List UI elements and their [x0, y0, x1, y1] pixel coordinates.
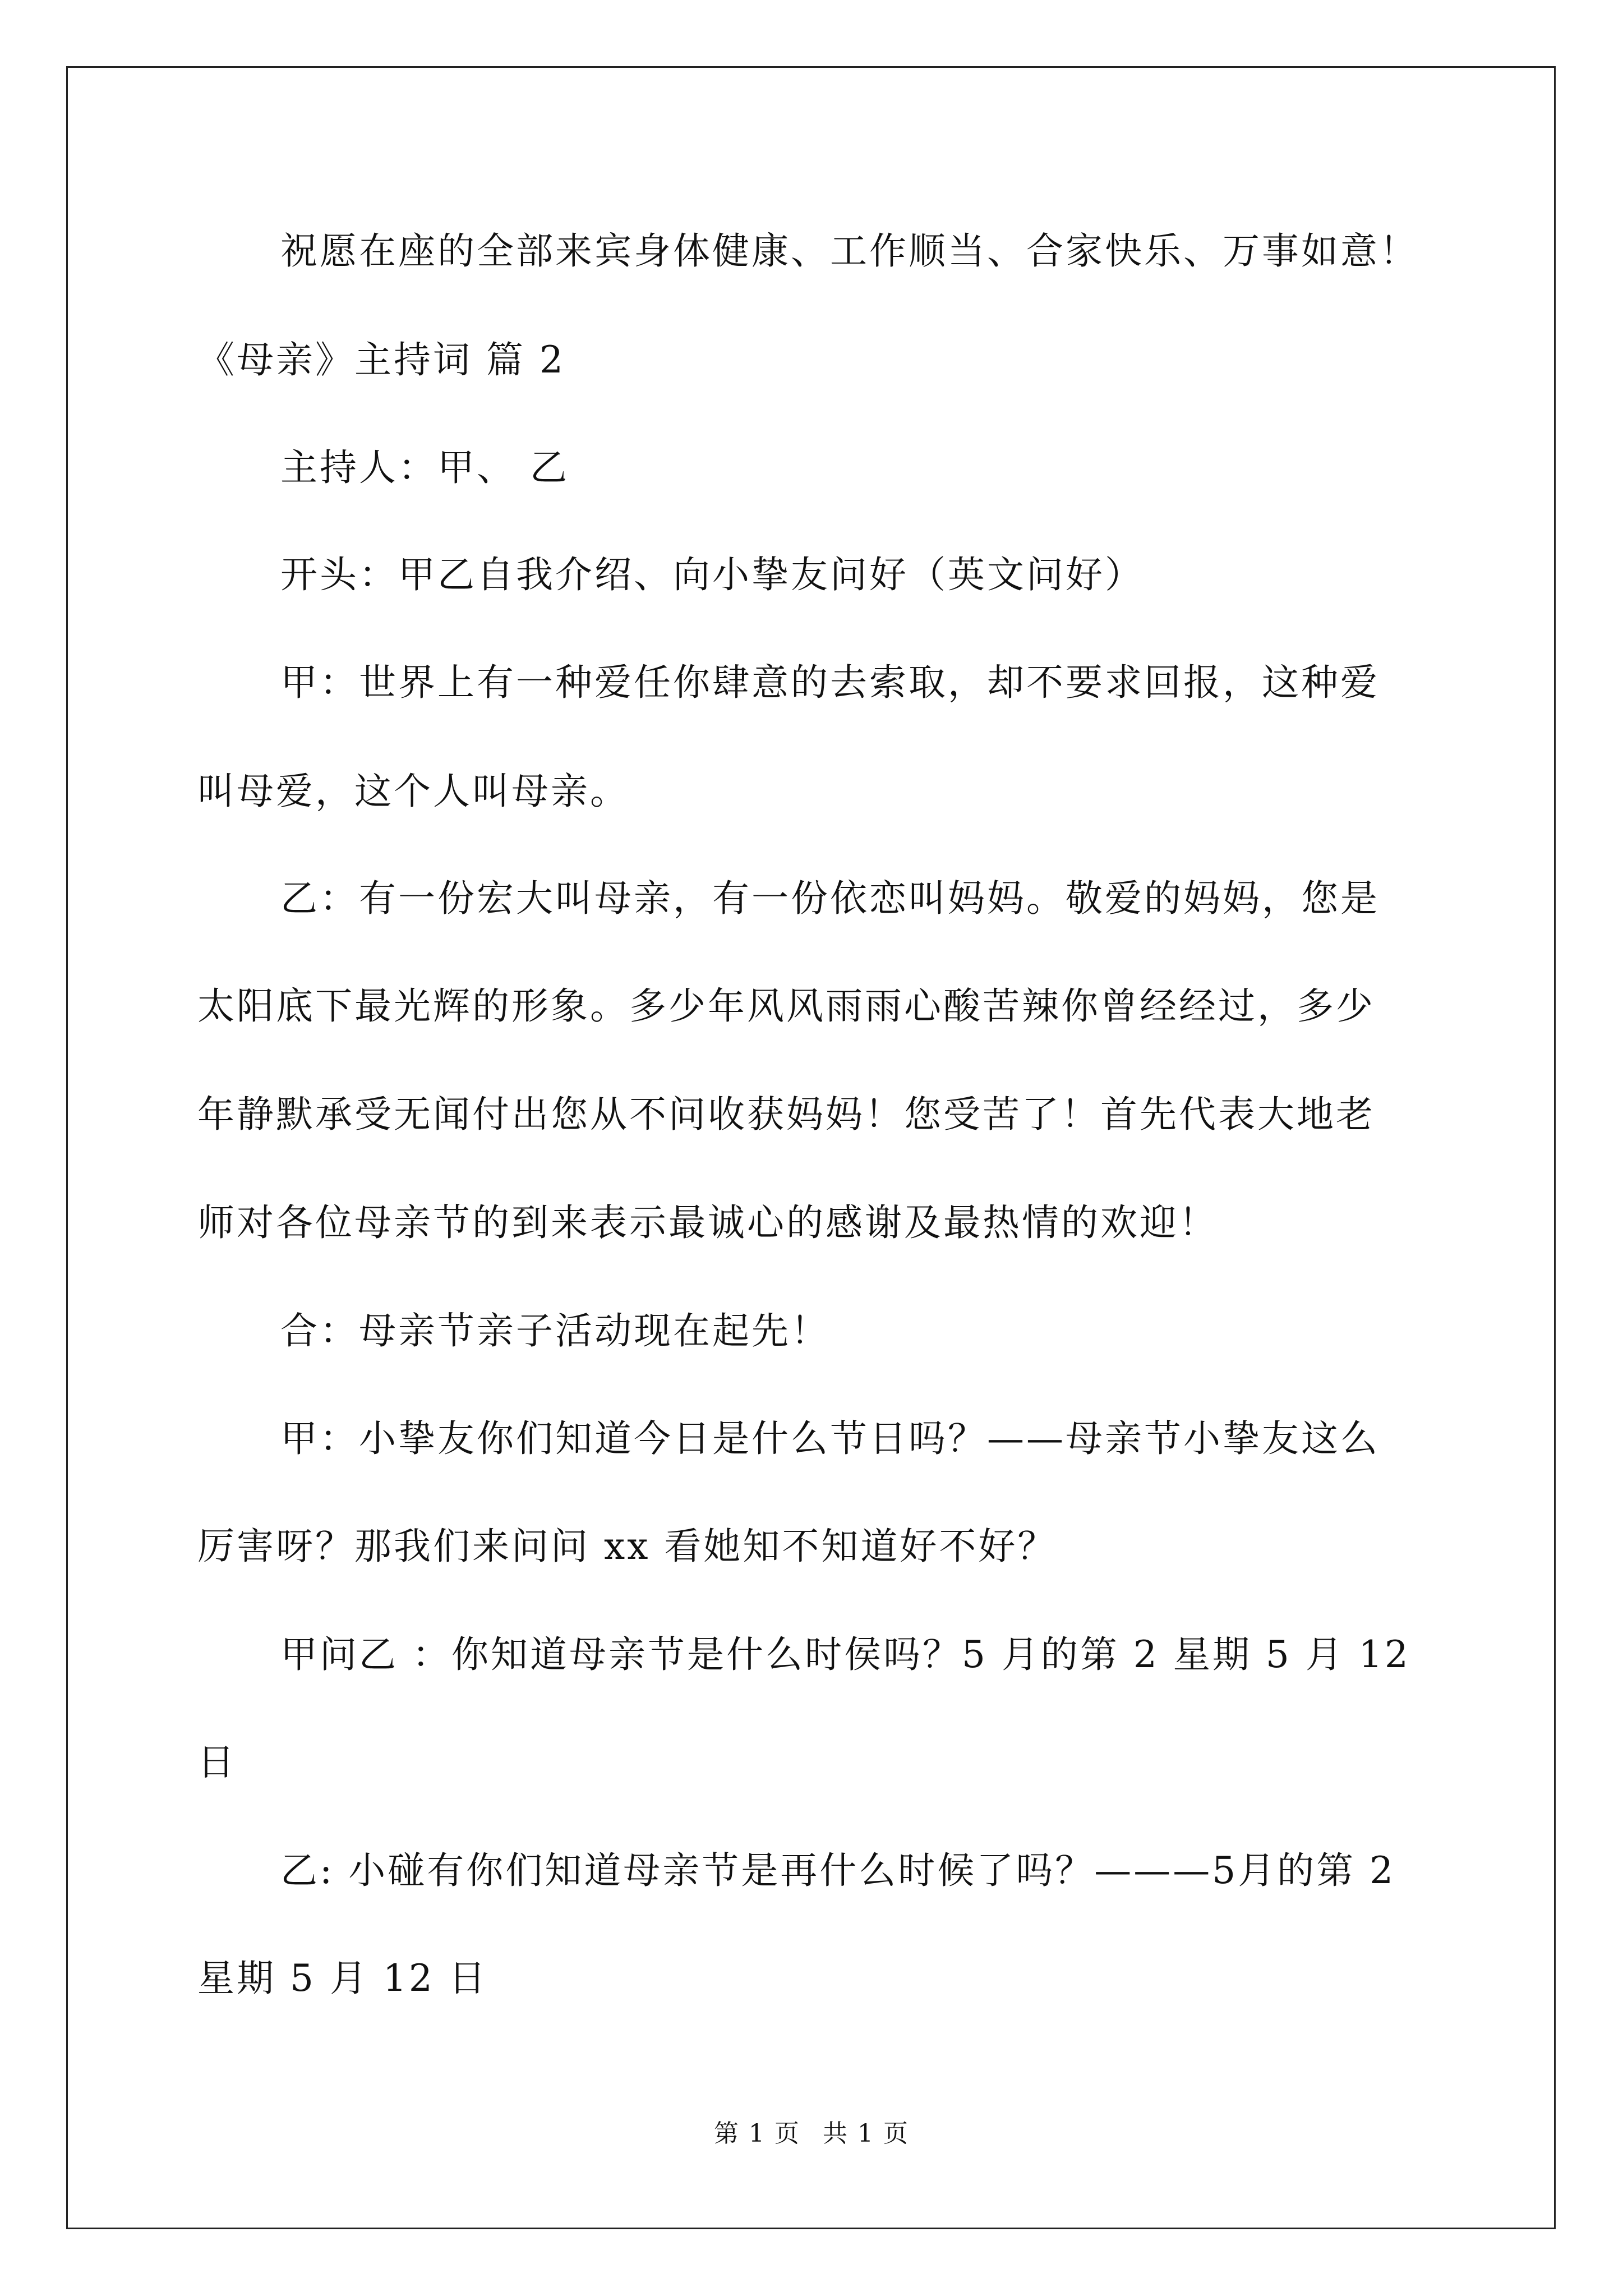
- paragraph-jia-1-line-1: 甲：世界上有一种爱任你肆意的去索取，却不要求回报，这种爱: [280, 661, 1380, 704]
- paragraph-yi-2-line-2: 星期 5 月 12 日: [197, 1957, 488, 2000]
- paragraph-jia-1-line-2: 叫母爱，这个人叫母亲。: [197, 770, 629, 813]
- paragraph-hosts: 主持人：甲、 乙: [280, 446, 569, 489]
- paragraph-yi-2-line-1: 乙: 小碰有你们知道母亲节是再什么时候了吗？———5月的第 2: [280, 1849, 1396, 1892]
- paragraph-jia-2-line-2: 厉害呀？那我们来问问 xx 看她知不知道好不好？: [197, 1525, 1057, 1568]
- page-border: [66, 66, 1556, 2229]
- paragraph-yi-1-line-2: 太阳底下最光辉的形象。多少年风风雨雨心酸苦辣你曾经经过，多少: [197, 984, 1375, 1028]
- paragraph-closing-wish: 祝愿在座的全部来宾身体健康、工作顺当、合家快乐、万事如意！: [280, 229, 1419, 273]
- page-number: 第 1 页: [714, 2119, 800, 2148]
- paragraph-jia-asks-yi-line-1: 甲问乙 ：你知道母亲节是什么时侯吗？5 月的第 2 星期 5 月 12: [280, 1633, 1410, 1676]
- page-total: 共 1 页: [823, 2119, 909, 2148]
- paragraph-opening: 开头：甲乙自我介绍、向小挚友问好（英文问好）: [280, 553, 1144, 596]
- paragraph-yi-1-line-3: 年静默承受无闻付出您从不问收获妈妈！您受苦了！首先代表大地老: [197, 1093, 1375, 1136]
- paragraph-together: 合：母亲节亲子活动现在起先！: [280, 1309, 830, 1352]
- section-heading: 《母亲》主持词 篇 2: [197, 338, 565, 381]
- page-footer: [0, 2118, 1623, 2150]
- paragraph-jia-2-line-1: 甲：小挚友你们知道今日是什么节日吗？——母亲节小挚友这么: [280, 1417, 1380, 1460]
- paragraph-yi-1-line-4: 师对各位母亲节的到来表示最诚心的感谢及最热情的欢迎！: [197, 1201, 1218, 1244]
- paragraph-yi-1-line-1: 乙：有一份宏大叫母亲，有一份依恋叫妈妈。敬爱的妈妈，您是: [280, 877, 1380, 920]
- paragraph-jia-asks-yi-line-2: 日: [197, 1741, 237, 1784]
